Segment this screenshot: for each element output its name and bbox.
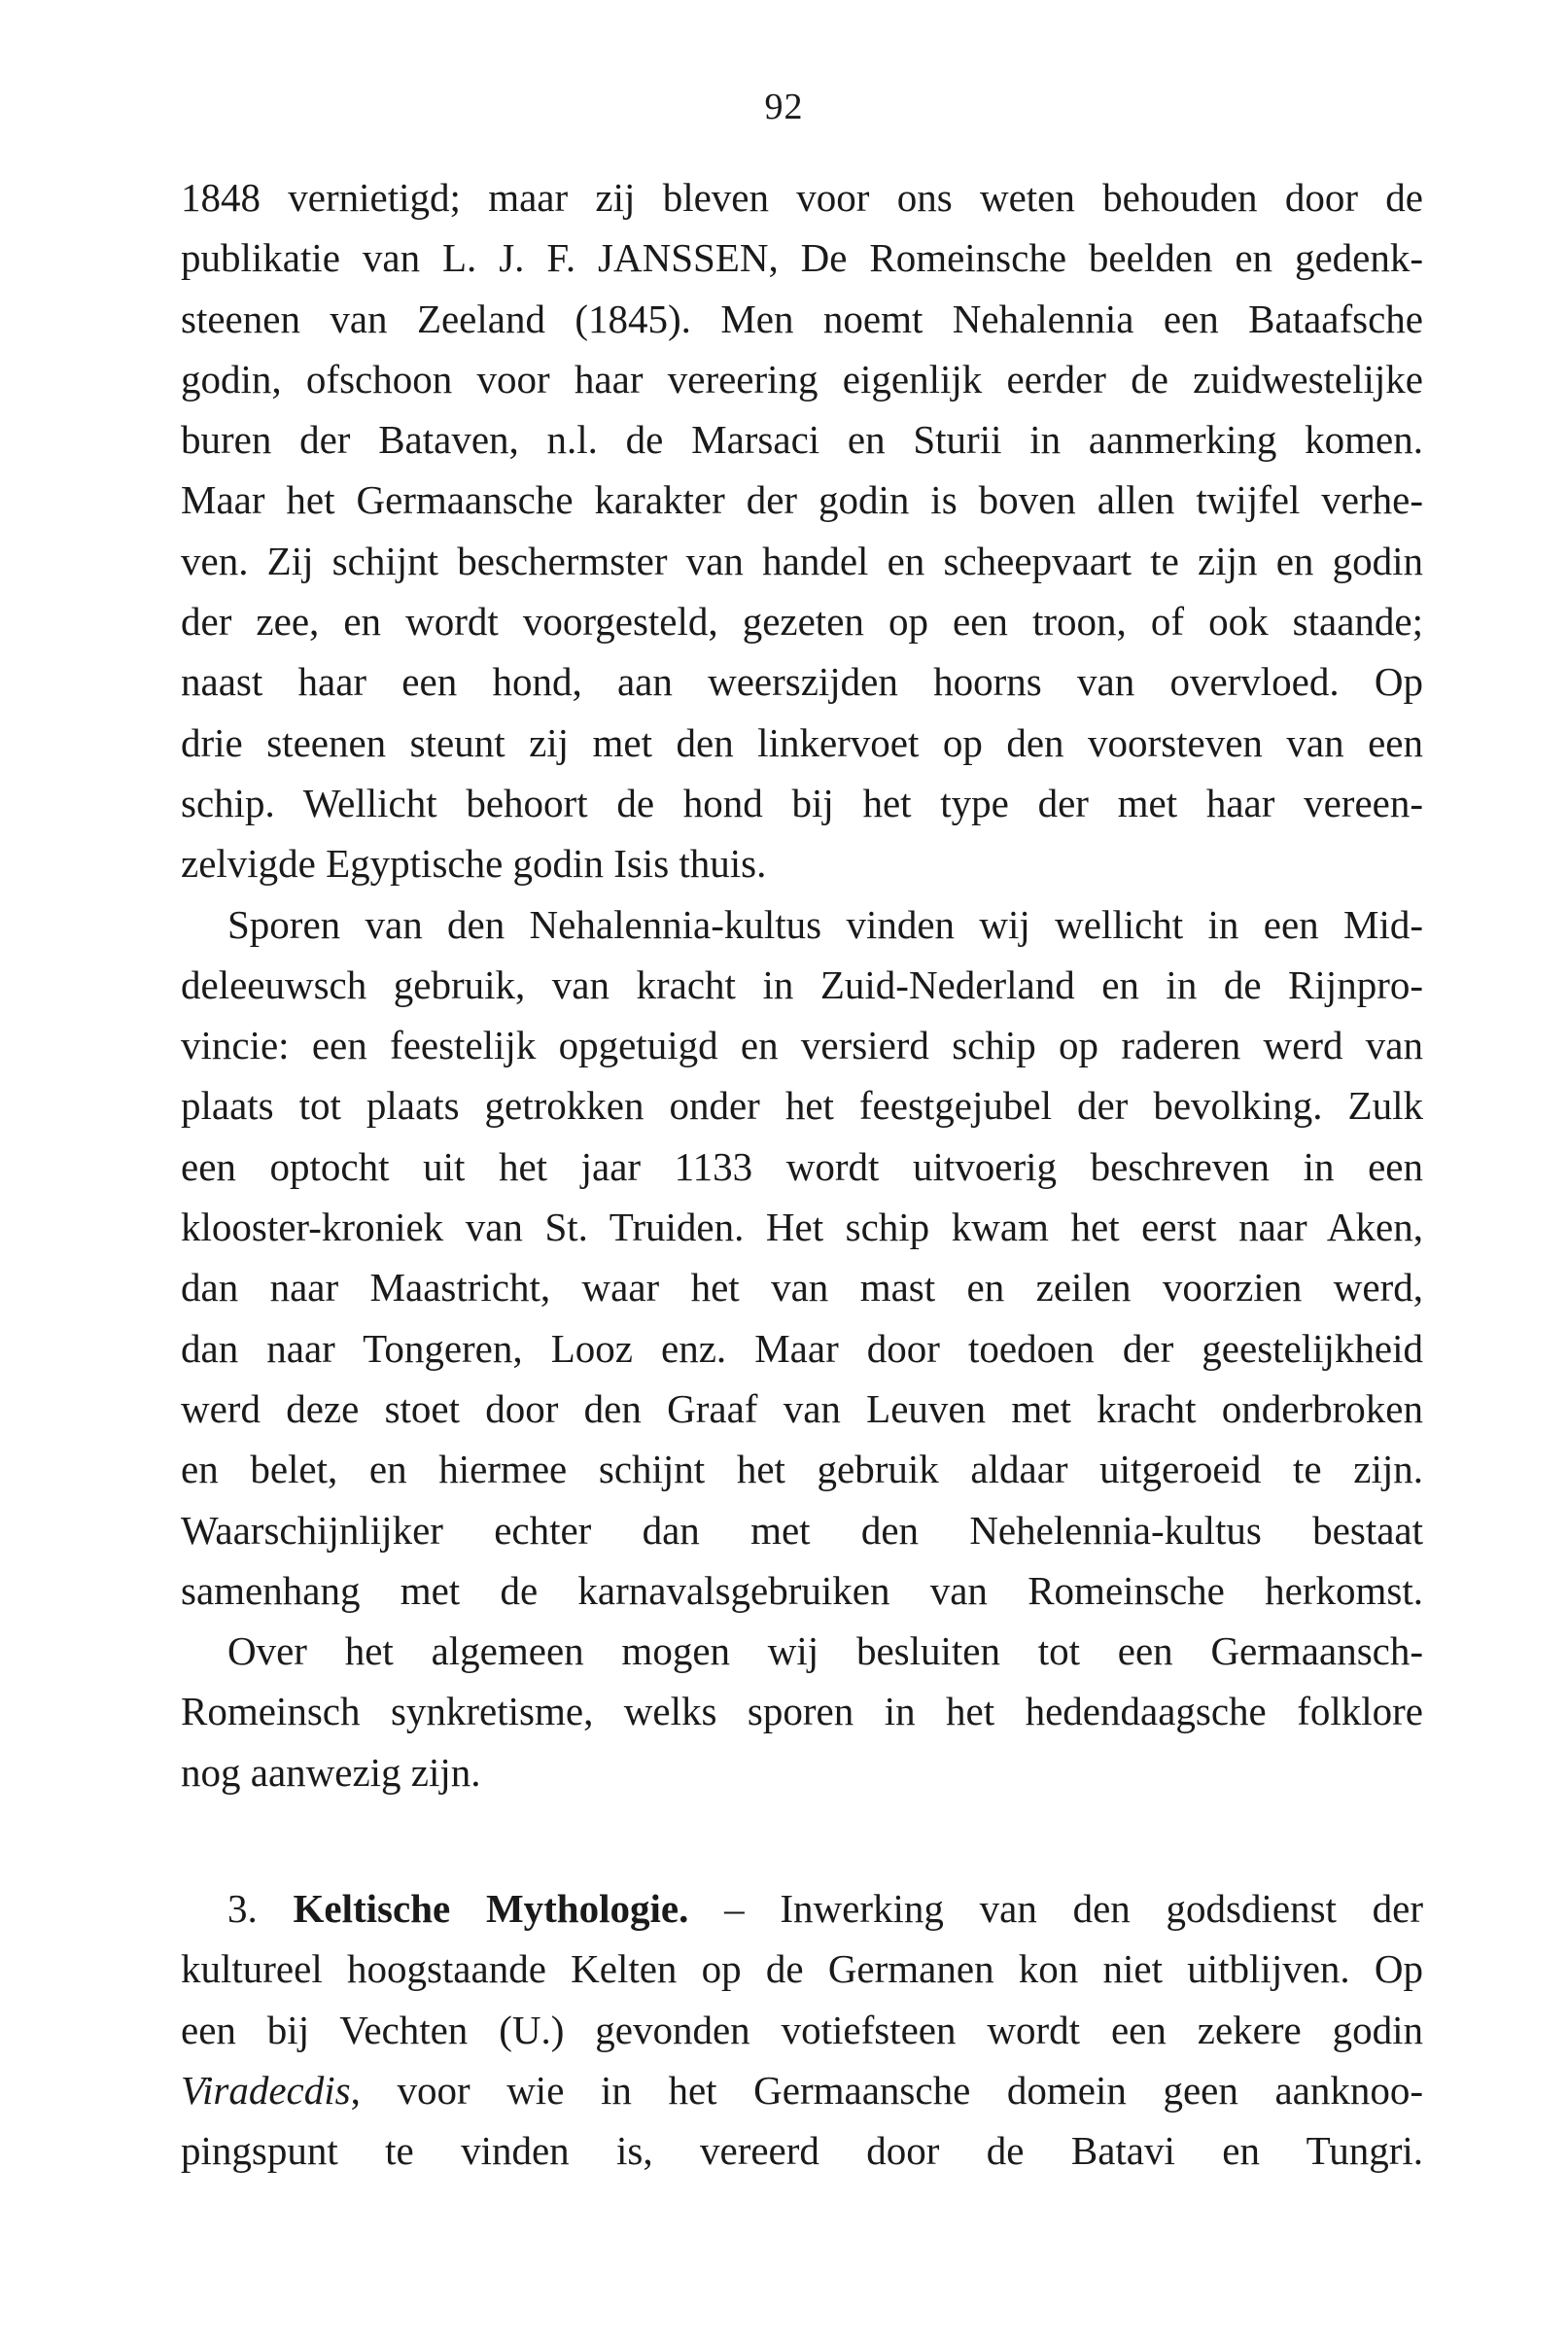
text-line: steenen van Zeeland (1845). Men noemt Nehalennia een Bataafsche bbox=[181, 296, 1423, 341]
text-line: Sporen van den Nehalennia-kultus vinden wij wellicht in een Mid- bbox=[227, 901, 1423, 947]
section-spacer bbox=[181, 1802, 1423, 1878]
text-line: plaats tot plaats getrokken onder het feestgejubel der bevolking. Zulk bbox=[181, 1083, 1423, 1129]
text-line: pingspunt te vinden is, vereerd door de Batavi en Tungri. bbox=[181, 2128, 1423, 2174]
text-line: een bij Vechten (U.) gevonden votiefsteen wordt een zekere godin bbox=[181, 2007, 1423, 2052]
text-line: deleeuwsch gebruik, van kracht in Zuid-Nederland en in de Rijnpro- bbox=[181, 961, 1423, 1007]
text-line: naast haar een hond, aan weerszijden hoorns van overvloed. Op bbox=[181, 659, 1423, 705]
text-line: buren der Bataven, n.l. de Marsaci en Sturii in aanmerking komen. bbox=[181, 417, 1423, 463]
text-line bbox=[181, 227, 1423, 288]
text-line: een optocht uit het jaar 1133 wordt uitvoerig beschreven in een bbox=[181, 1143, 1423, 1189]
paragraph-nehalennia-description bbox=[181, 167, 1423, 894]
text-line: dan naar Tongeren, Looz enz. Maar door toedoen der geestelijkheid bbox=[181, 1325, 1423, 1371]
text-line: samenhang met de karnavalsgebruiken van Romeinsche herkomst. bbox=[181, 1567, 1423, 1613]
text-line: Maar het Germaansche karakter der godin is boven allen twijfel verhe- bbox=[181, 477, 1423, 523]
text-line: en belet, en hiermee schijnt het gebruik aldaar uitgeroeid te zijn. bbox=[181, 1447, 1423, 1492]
paragraph-syncretism bbox=[181, 1621, 1423, 1802]
text-line: Waarschijnlijker echter dan met den Nehelennia-kultus bestaat bbox=[181, 1507, 1423, 1553]
text-segment: , De Romeinsche beelden en gedenk- bbox=[768, 235, 1423, 281]
text-line: dan naar Maastricht, waar het van mast en zeilen voorzien werd, bbox=[181, 1265, 1423, 1311]
text-line: Over het algemeen mogen wij besluiten tot een Germaansch- bbox=[227, 1628, 1423, 1674]
text-segment: publikatie van L. J. F. bbox=[181, 235, 576, 281]
section-number: 3. bbox=[227, 1886, 258, 1932]
text-line: der zee, en wordt voorgesteld, gezeten op een troon, of ook staande; bbox=[181, 599, 1423, 645]
text-line: vincie: een feestelijk opgetuigd en versierd schip op raderen werd van bbox=[181, 1023, 1423, 1068]
section-dash: – bbox=[724, 1886, 745, 1932]
text-line: werd deze stoet door den Graaf van Leuven met kracht onderbroken bbox=[181, 1385, 1423, 1431]
body-text bbox=[181, 167, 1423, 2182]
section-celtic-mythology bbox=[181, 1878, 1423, 2181]
text-line: Romeinsch synkretisme, welks sporen in het hedendaagsche folklore bbox=[181, 1689, 1423, 1734]
text-line: ven. Zij schijnt beschermster van handel en scheepvaart te zijn en godin bbox=[181, 538, 1423, 583]
section-title: Keltische Mythologie. bbox=[293, 1886, 689, 1932]
author-name: JANSSEN bbox=[598, 235, 769, 281]
page-number: 92 bbox=[764, 87, 804, 127]
section-heading-line bbox=[181, 1878, 1423, 1939]
text-segment: , voor wie in het Germaansche domein geen aanknoo- bbox=[350, 2067, 1423, 2113]
text-segment: Inwerking van den godsdienst der bbox=[780, 1886, 1424, 1932]
text-line: nog aanwezig zijn. bbox=[181, 1749, 481, 1795]
text-line bbox=[181, 2060, 1423, 2120]
text-line: drie steenen steunt zij met den linkervoet op den voorsteven van een bbox=[181, 719, 1423, 765]
goddess-name: Viradecdis bbox=[181, 2067, 351, 2113]
text-line: klooster-kroniek van St. Truiden. Het schip kwam het eerst naar Aken, bbox=[181, 1205, 1423, 1250]
paragraph-nehalennia-cult bbox=[181, 894, 1423, 1622]
text-line: kultureel hoogstaande Kelten op de Germanen kon niet uitblijven. Op bbox=[181, 1946, 1423, 1992]
text-line: schip. Wellicht behoort de hond bij het type der met haar vereen- bbox=[181, 780, 1423, 825]
text-line: zelvigde Egyptische godin Isis thuis. bbox=[181, 841, 767, 887]
text-line: 1848 vernietigd; maar zij bleven voor ons weten behouden door de bbox=[181, 175, 1423, 220]
text-line: godin, ofschoon voor haar vereering eigenlijk eerder de zuidwestelijke bbox=[181, 356, 1423, 402]
